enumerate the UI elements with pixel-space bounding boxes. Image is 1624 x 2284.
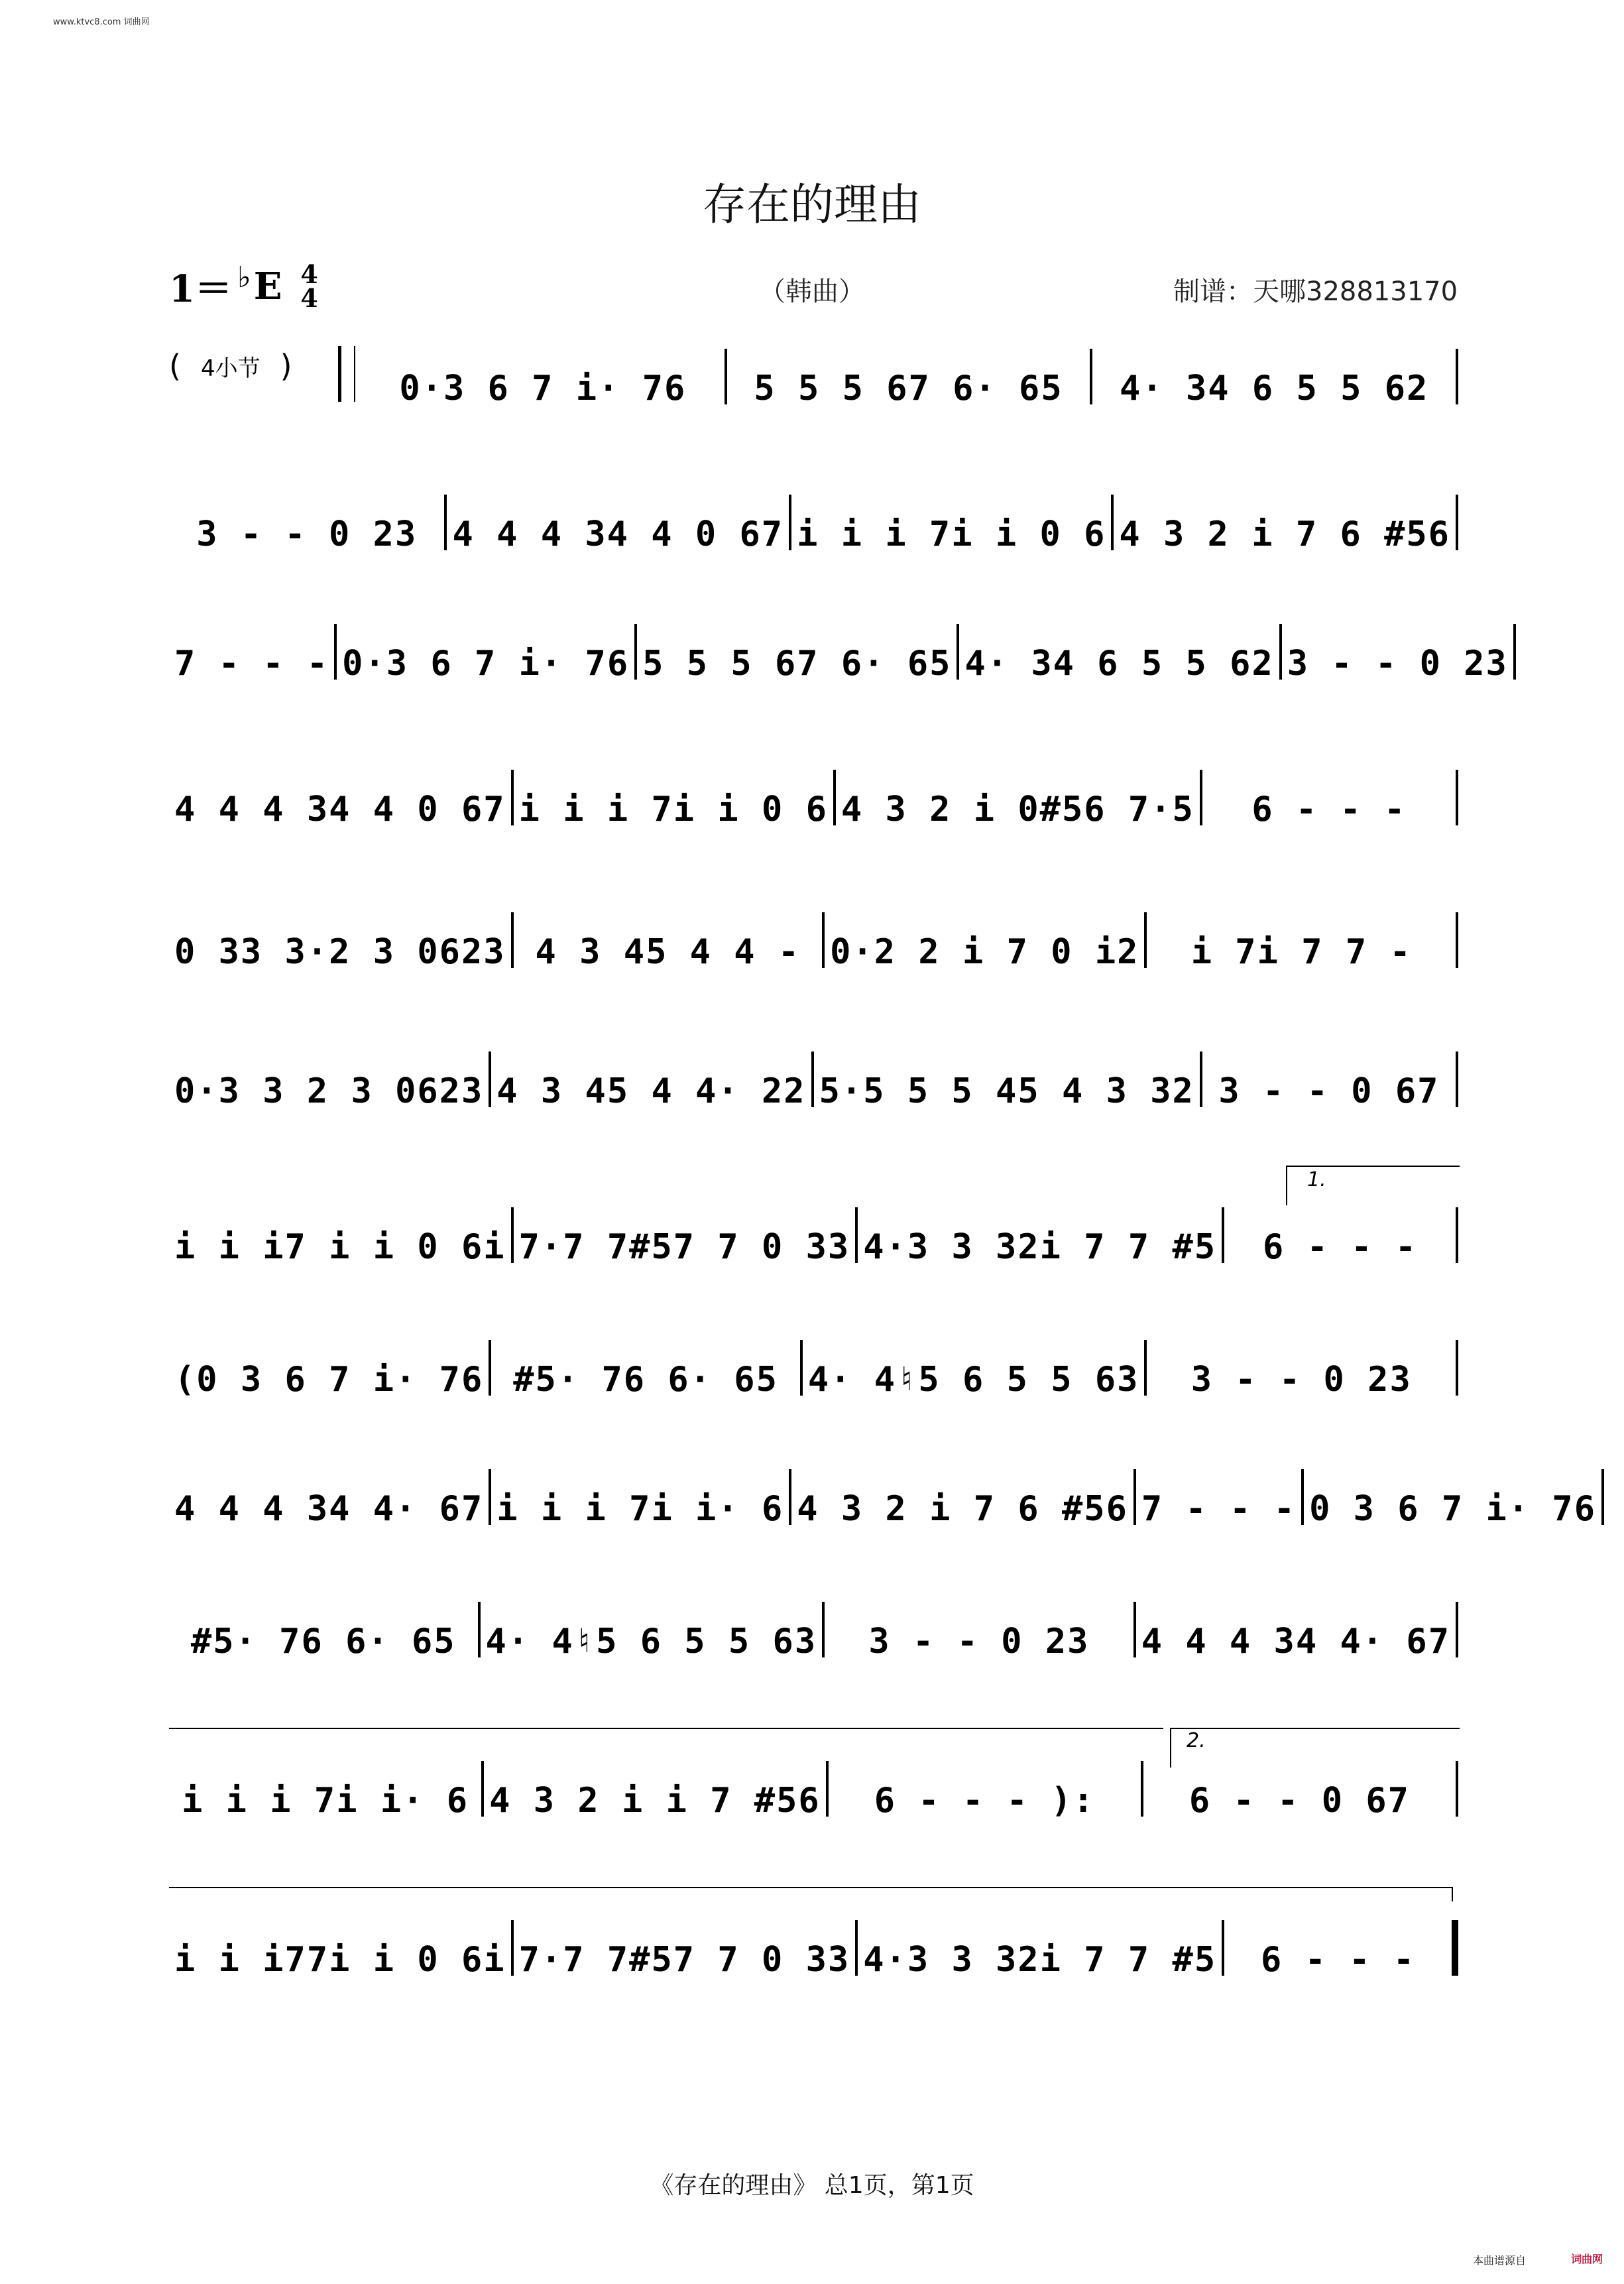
measure-notes: 4 4 4 34 4· 67	[174, 1489, 484, 1529]
flat-icon: ♭	[237, 260, 251, 294]
measure-notes: 0·2 2 i 7 0 i2	[830, 932, 1139, 972]
score-row	[169, 1336, 1458, 1400]
measure	[814, 1048, 1200, 1111]
measure	[959, 620, 1279, 684]
measure-notes: 4 3 2 i i 7 #56	[489, 1781, 821, 1821]
measure	[1136, 1465, 1301, 1529]
measure	[491, 1336, 800, 1400]
volta-first-tick	[1286, 1166, 1287, 1205]
measure	[825, 908, 1144, 972]
volta-first-line	[1286, 1166, 1460, 1167]
measure	[514, 766, 833, 829]
volta-second-label: 2.	[1187, 1729, 1206, 1752]
key-prefix: 1＝	[169, 267, 232, 311]
measure	[169, 491, 444, 554]
barline	[1452, 1920, 1458, 1976]
measure	[169, 908, 511, 972]
measure	[169, 620, 334, 684]
measure-notes: 6 - - 0 67	[1189, 1781, 1410, 1821]
subtitle: （韩曲）	[759, 276, 865, 307]
intro-close: )	[280, 348, 292, 384]
score-row	[169, 1916, 1458, 1980]
measure	[836, 766, 1200, 829]
measure	[1143, 1757, 1456, 1821]
score-row	[169, 766, 1458, 829]
score-row	[169, 1203, 1458, 1267]
measure-notes: 0 33 3·2 3 0623	[174, 932, 506, 972]
barline	[1456, 495, 1458, 550]
measure	[829, 1757, 1141, 1821]
left-margin-watermark	[3, 0, 12, 2284]
measure-notes: i i i 7i i 0 6	[518, 790, 828, 829]
barline	[1513, 624, 1516, 680]
measure-notes: 3 - - 0 23	[1190, 1360, 1412, 1400]
measure	[361, 345, 725, 408]
measure-notes: 7·7 7#57 7 0 33	[518, 1940, 850, 1980]
time-top: 4	[300, 259, 318, 289]
barline	[1456, 1761, 1458, 1817]
measure-notes: 5·5 5 5 45 4 3 32	[819, 1071, 1194, 1111]
barline	[1456, 1207, 1458, 1263]
measure-notes: 4 4 4 34 4· 67	[1141, 1622, 1450, 1661]
measure	[1202, 766, 1456, 829]
barline	[1456, 1340, 1458, 1396]
measure	[169, 1598, 478, 1661]
measure	[169, 766, 511, 829]
measure-notes: 4 4 4 34 4 0 67	[174, 790, 506, 829]
measure	[484, 1757, 826, 1821]
measure	[1202, 1048, 1456, 1111]
measure	[637, 620, 957, 684]
measure	[803, 1336, 1145, 1400]
measure-notes: 4 3 2 i 7 6 #56	[1119, 514, 1450, 554]
measure-notes: 4 3 2 i 0#56 7·5	[841, 790, 1194, 829]
measure-notes: 4 3 2 i 7 6 #56	[797, 1489, 1128, 1529]
measure-notes: 4· 4♮5 6 5 5 63	[807, 1360, 1139, 1400]
measure	[791, 1465, 1133, 1529]
volta-line-row11	[169, 1728, 1163, 1729]
measure-notes: 4· 34 6 5 5 62	[964, 644, 1274, 684]
volta-line-row12	[169, 1887, 1452, 1888]
measure	[1224, 1916, 1452, 1980]
time-bottom: 4	[300, 283, 318, 313]
measure	[1147, 908, 1456, 972]
measure-notes: 4· 34 6 5 5 62	[1120, 369, 1429, 408]
measure-notes: 0·3 6 7 i· 76	[399, 369, 687, 408]
measure	[858, 1916, 1222, 1980]
measure-notes: i i i 7i i· 6	[496, 1489, 784, 1529]
measure	[791, 491, 1111, 554]
measure-notes: i i i 7i i 0 6	[797, 514, 1106, 554]
measure-notes: 7 - - -	[1141, 1489, 1297, 1529]
measure-notes: #5· 76 6· 65	[513, 1360, 778, 1400]
measure	[169, 1203, 511, 1267]
measure	[825, 1598, 1133, 1661]
measure-notes: 6 - - -	[1262, 1227, 1418, 1267]
measure-notes: 4 4 4 34 4 0 67	[452, 514, 784, 554]
measure-notes: 3 - - 0 23	[868, 1622, 1090, 1661]
intro-rest	[169, 348, 292, 384]
score-row	[169, 620, 1508, 684]
key-note: E	[253, 265, 282, 308]
site-url[interactable]: www.ktvc8.com 词曲网	[53, 17, 150, 27]
score-row	[361, 345, 1458, 408]
right-margin-watermark	[1612, 0, 1621, 2284]
volta-first-label: 1.	[1307, 1168, 1326, 1191]
volta-second-line	[1170, 1728, 1460, 1729]
brand-logo[interactable]: 词曲网	[1571, 2253, 1603, 2265]
measure	[447, 491, 789, 554]
measure	[1224, 1203, 1456, 1267]
measure-notes: 4·3 3 32i 7 7 #5	[863, 1227, 1217, 1267]
measure	[514, 1203, 856, 1267]
measure-notes: 0·3 6 7 i· 76	[342, 644, 630, 684]
barline	[1601, 1469, 1604, 1525]
measure-notes: 0 3 6 7 i· 76	[1309, 1489, 1597, 1529]
score-row	[169, 1465, 1597, 1529]
intro-label: 4小节	[200, 355, 261, 382]
score-row	[169, 1598, 1458, 1661]
measure	[169, 1916, 511, 1980]
measure-notes: 3 - - 0 23	[1287, 644, 1508, 684]
measure-notes: 4· 4♮5 6 5 5 63	[485, 1622, 817, 1661]
score-row	[169, 1757, 1458, 1821]
measure	[481, 1598, 823, 1661]
measure-notes: 7·7 7#57 7 0 33	[518, 1227, 850, 1267]
measure	[491, 1048, 811, 1111]
measure-notes: 3 - - 0 67	[1218, 1071, 1440, 1111]
measure-notes: #5· 76 6· 65	[190, 1622, 456, 1661]
page-title: 存在的理由	[703, 179, 921, 230]
measure-notes: 4 3 45 4 4 -	[535, 932, 801, 972]
measure	[337, 620, 634, 684]
measure	[169, 1336, 489, 1400]
measure-notes: 4 3 45 4 4· 22	[496, 1071, 806, 1111]
measure	[169, 1465, 489, 1529]
measure	[727, 345, 1090, 408]
repeat-start-sign	[338, 346, 355, 402]
measure	[858, 1203, 1222, 1267]
measure-notes: 0·3 3 2 3 0623	[174, 1071, 484, 1111]
measure	[1114, 491, 1456, 554]
barline	[1456, 1602, 1458, 1657]
measure-notes: 5 5 5 67 6· 65	[754, 369, 1063, 408]
measure	[491, 1465, 789, 1529]
barline	[1456, 349, 1458, 404]
measure	[169, 1048, 489, 1111]
measure-notes: 7 - - -	[174, 644, 329, 684]
measure-notes: 6 - - -	[1260, 1940, 1416, 1980]
measure	[514, 1916, 856, 1980]
measure	[1147, 1336, 1456, 1400]
measure-notes: 3 - - 0 23	[196, 514, 418, 554]
page-footer: 《存在的理由》 总1页，第1页	[650, 2172, 974, 2199]
measure-notes: i 7i 7 7 -	[1190, 932, 1412, 972]
measure-notes: 5 5 5 67 6· 65	[642, 644, 952, 684]
measure-notes: i i i7 i i 0 6i	[174, 1227, 506, 1267]
intro-open: (	[169, 348, 181, 384]
measure-notes: 6 - - -	[1251, 790, 1407, 829]
measure-notes: 4·3 3 32i 7 7 #5	[863, 1940, 1217, 1980]
volta-end-tick	[1452, 1887, 1453, 1901]
score-row	[169, 491, 1458, 554]
score-row	[169, 908, 1458, 972]
measure	[514, 908, 823, 972]
measure-notes: i i i 7i i· 6	[182, 1781, 469, 1821]
measure-notes: i i i77i i 0 6i	[174, 1940, 506, 1980]
measure-notes: (0 3 6 7 i· 76	[174, 1360, 484, 1400]
volta-second-tick	[1170, 1728, 1171, 1768]
measure	[1136, 1598, 1456, 1661]
source-note: 本曲谱源自	[1473, 2254, 1527, 2267]
measure-notes: 6 - - - ):	[874, 1781, 1095, 1821]
barline	[1456, 770, 1458, 825]
barline	[1456, 912, 1458, 968]
measure	[1282, 620, 1513, 684]
measure	[1092, 345, 1456, 408]
score-row	[169, 1048, 1458, 1111]
arranger-credit: 制谱：天哪328813170	[1173, 276, 1458, 307]
measure	[169, 1757, 481, 1821]
barline	[1456, 1052, 1458, 1107]
measure	[1304, 1465, 1601, 1529]
